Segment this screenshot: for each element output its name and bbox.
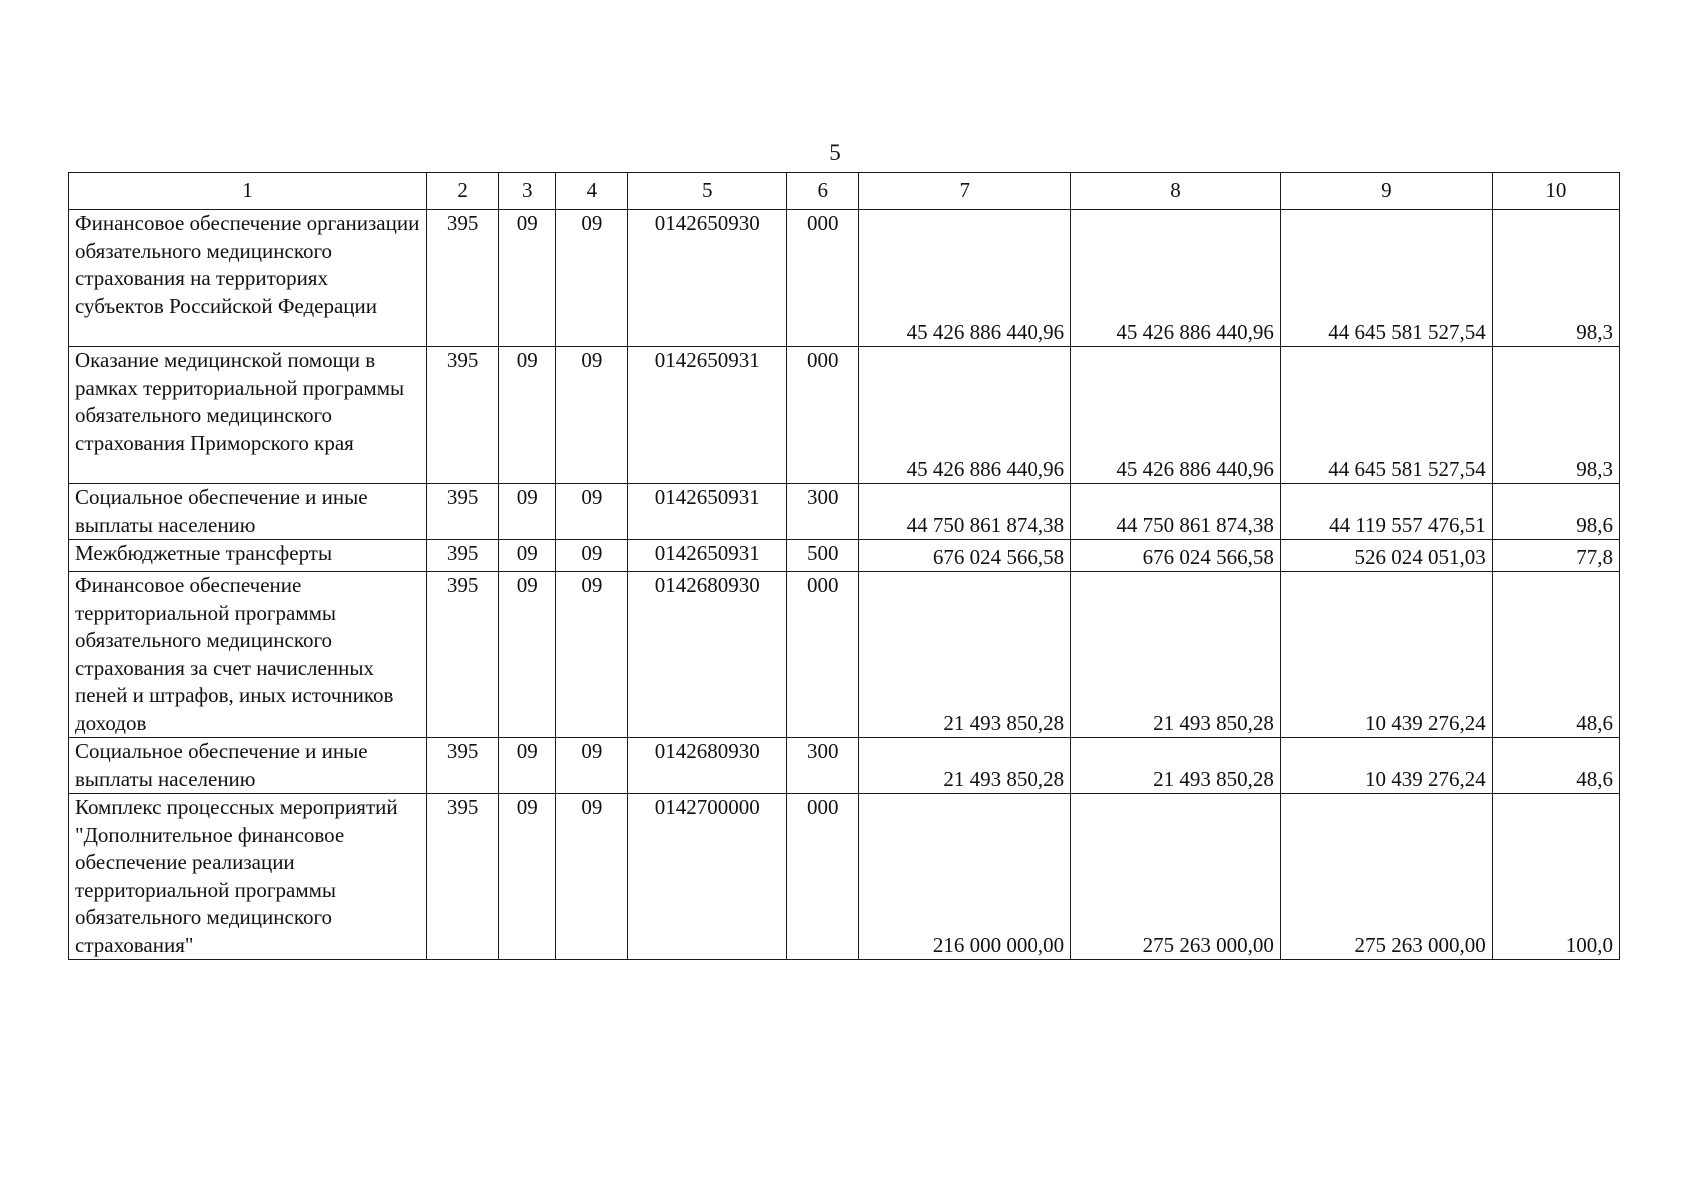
- code-podrazdel: 09: [556, 794, 628, 960]
- percent-col-10: 48,6: [1492, 738, 1619, 794]
- budget-table: [68, 172, 1620, 960]
- amount-col-7: 21 493 850,28: [859, 572, 1071, 738]
- col-header-6: 6: [787, 173, 859, 210]
- code-razdel: 09: [499, 347, 556, 484]
- amount-col-9: 10 439 276,24: [1280, 572, 1492, 738]
- row-name: Социальное обеспечение и иные выплаты населению: [69, 484, 427, 540]
- row-name: Комплекс процессных мероприятий "Дополнительное финансовое обеспечение реализации территориальной программы обязательного медицинского страхования": [69, 794, 427, 960]
- code-razdel: 09: [499, 572, 556, 738]
- amount-col-7: 45 426 886 440,96: [859, 210, 1071, 347]
- table-row: [69, 484, 1620, 540]
- table-row: [69, 738, 1620, 794]
- code-razdel: 09: [499, 210, 556, 347]
- row-name: Оказание медицинской помощи в рамках территориальной программы обязательного медицинского страхования Приморского края: [69, 347, 427, 484]
- amount-col-8: 44 750 861 874,38: [1071, 484, 1281, 540]
- percent-col-10: 98,3: [1492, 210, 1619, 347]
- code-glava: 395: [427, 210, 499, 347]
- code-razdel: 09: [499, 794, 556, 960]
- table-row: [69, 540, 1620, 572]
- code-podrazdel: 09: [556, 347, 628, 484]
- col-header-7: 7: [859, 173, 1071, 210]
- table-row: [69, 210, 1620, 347]
- amount-col-7: 676 024 566,58: [859, 540, 1071, 572]
- code-target: 0142680930: [628, 738, 787, 794]
- table-row: [69, 347, 1620, 484]
- code-target: 0142700000: [628, 794, 787, 960]
- code-podrazdel: 09: [556, 540, 628, 572]
- col-header-1: 1: [69, 173, 427, 210]
- amount-col-8: 676 024 566,58: [1071, 540, 1281, 572]
- col-header-10: 10: [1492, 173, 1619, 210]
- code-podrazdel: 09: [556, 738, 628, 794]
- page-number: 5: [829, 140, 841, 165]
- percent-col-10: 77,8: [1492, 540, 1619, 572]
- code-expense-type: 300: [787, 484, 859, 540]
- col-header-3: 3: [499, 173, 556, 210]
- col-header-4: 4: [556, 173, 628, 210]
- code-glava: 395: [427, 347, 499, 484]
- row-name: Межбюджетные трансферты: [69, 540, 427, 572]
- percent-col-10: 98,6: [1492, 484, 1619, 540]
- code-expense-type: 300: [787, 738, 859, 794]
- row-name: Социальное обеспечение и иные выплаты населению: [69, 738, 427, 794]
- col-header-8: 8: [1071, 173, 1281, 210]
- code-podrazdel: 09: [556, 484, 628, 540]
- table-header-row: [69, 173, 1620, 210]
- col-header-9: 9: [1280, 173, 1492, 210]
- amount-col-7: 21 493 850,28: [859, 738, 1071, 794]
- table-row: [69, 572, 1620, 738]
- amount-col-9: 10 439 276,24: [1280, 738, 1492, 794]
- amount-col-8: 275 263 000,00: [1071, 794, 1281, 960]
- code-razdel: 09: [499, 738, 556, 794]
- amount-col-9: 44 119 557 476,51: [1280, 484, 1492, 540]
- code-glava: 395: [427, 484, 499, 540]
- code-glava: 395: [427, 572, 499, 738]
- amount-col-7: 216 000 000,00: [859, 794, 1071, 960]
- code-glava: 395: [427, 794, 499, 960]
- code-target: 0142650930: [628, 210, 787, 347]
- percent-col-10: 48,6: [1492, 572, 1619, 738]
- code-glava: 395: [427, 738, 499, 794]
- amount-col-8: 21 493 850,28: [1071, 738, 1281, 794]
- code-target: 0142680930: [628, 572, 787, 738]
- code-glava: 395: [427, 540, 499, 572]
- code-podrazdel: 09: [556, 210, 628, 347]
- amount-col-9: 526 024 051,03: [1280, 540, 1492, 572]
- amount-col-8: 45 426 886 440,96: [1071, 347, 1281, 484]
- amount-col-9: 44 645 581 527,54: [1280, 210, 1492, 347]
- code-expense-type: 000: [787, 210, 859, 347]
- code-razdel: 09: [499, 484, 556, 540]
- amount-col-9: 44 645 581 527,54: [1280, 347, 1492, 484]
- amount-col-8: 21 493 850,28: [1071, 572, 1281, 738]
- code-expense-type: 500: [787, 540, 859, 572]
- code-expense-type: 000: [787, 572, 859, 738]
- code-razdel: 09: [499, 540, 556, 572]
- amount-col-7: 44 750 861 874,38: [859, 484, 1071, 540]
- code-target: 0142650931: [628, 484, 787, 540]
- amount-col-7: 45 426 886 440,96: [859, 347, 1071, 484]
- code-podrazdel: 09: [556, 572, 628, 738]
- percent-col-10: 100,0: [1492, 794, 1619, 960]
- col-header-2: 2: [427, 173, 499, 210]
- amount-col-9: 275 263 000,00: [1280, 794, 1492, 960]
- col-header-5: 5: [628, 173, 787, 210]
- code-expense-type: 000: [787, 794, 859, 960]
- row-name: Финансовое обеспечение организации обязательного медицинского страхования на территориях субъектов Российской Федерации: [69, 210, 427, 347]
- row-name: Финансовое обеспечение территориальной программы обязательного медицинского страхования за счет начисленных пеней и штрафов, иных источников доходов: [69, 572, 427, 738]
- amount-col-8: 45 426 886 440,96: [1071, 210, 1281, 347]
- percent-col-10: 98,3: [1492, 347, 1619, 484]
- table-row: [69, 794, 1620, 960]
- code-expense-type: 000: [787, 347, 859, 484]
- code-target: 0142650931: [628, 347, 787, 484]
- code-target: 0142650931: [628, 540, 787, 572]
